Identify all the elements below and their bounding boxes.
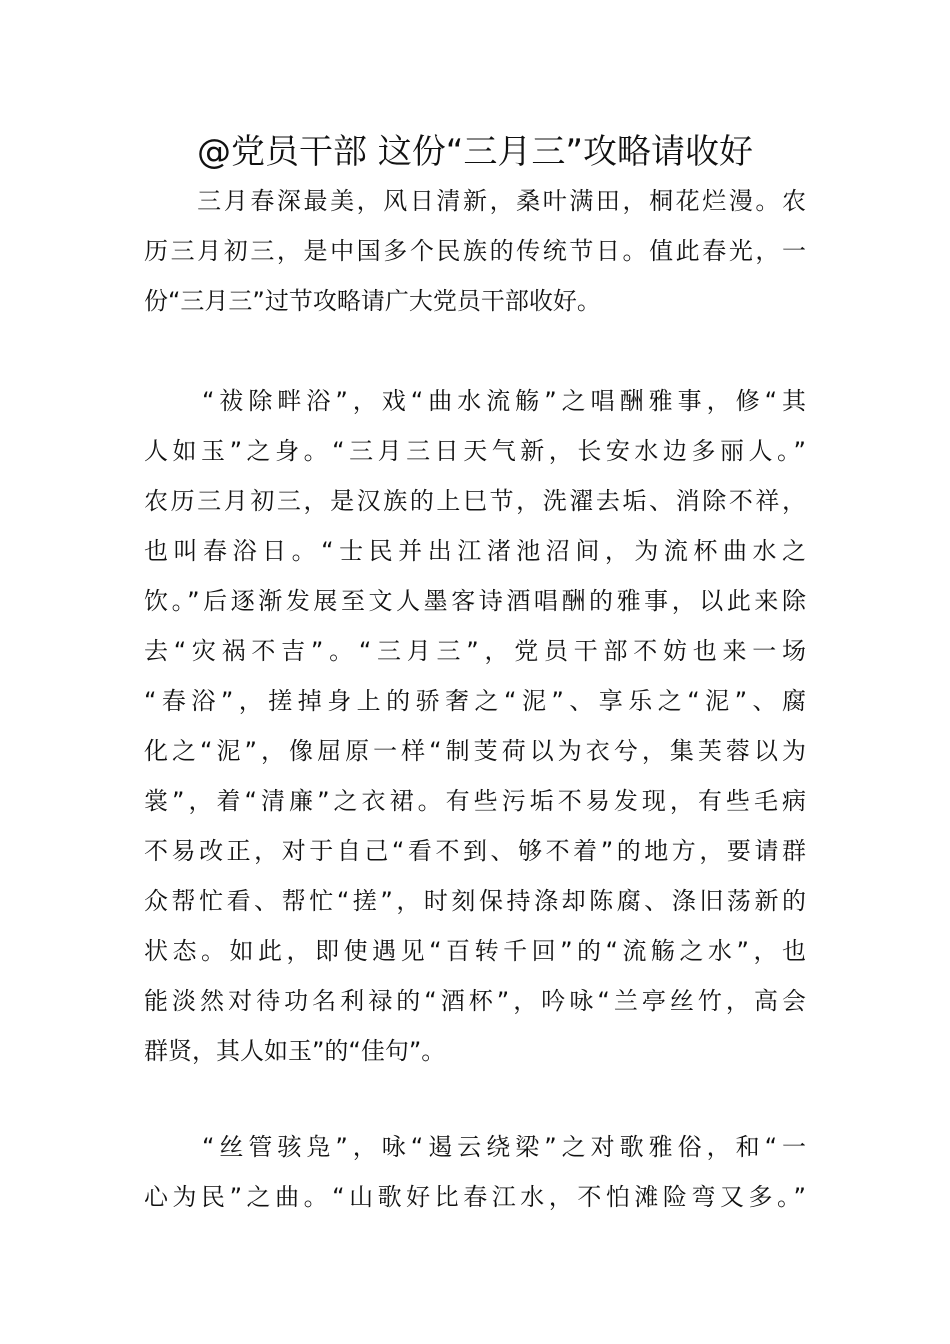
paragraph-2-line-4: 也叫春浴日。“士民并出江渚池沼间，为流杯曲水之 [144,537,806,565]
paragraph-2-line-5: 饮。”后逐渐发展至文人墨客诗酒唱酬的雅事，以此来除 [144,587,806,615]
document-title: @党员干部 这份“三月三”攻略请收好 [196,132,754,172]
paragraph-2-line-7: “春浴”，搓掉身上的骄奢之“泥”、享乐之“泥”、腐 [144,687,806,715]
paragraph-2-line-3: 农历三月初三，是汉族的上巳节，洗濯去垢、消除不祥， [144,487,806,515]
paragraph-2-line-2: 人如玉”之身。“三月三日天气新，长安水边多丽人。” [144,437,806,465]
paragraph-2-line-10: 不易改正，对于自己“看不到、够不着”的地方，要请群 [144,837,806,865]
paragraph-2-line-6: 去“灾祸不吉”。“三月三”，党员干部不妨也来一场 [144,637,806,665]
paragraph-2-line-9: 裳”，着“清廉”之衣裙。有些污垢不易发现，有些毛病 [144,787,806,815]
paragraph-2-line-12: 状态。如此，即使遇见“百转千回”的“流觞之水”，也 [144,937,806,965]
paragraph-1-line-1: 三月春深最美，风日清新，桑叶满田，桐花烂漫。农 [144,187,806,215]
paragraph-2-line-8: 化之“泥”，像屈原一样“制芰荷以为衣兮，集芙蓉以为 [144,737,806,765]
paragraph-2-line-1: “祓除畔浴”，戏“曲水流觞”之唱酬雅事，修“其 [144,387,806,415]
paragraph-3-line-1: “丝管骇凫”，咏“遏云绕梁”之对歌雅俗，和“一 [144,1133,806,1161]
paragraph-2-line-14: 群贤，其人如玉”的“佳句”。 [144,1037,446,1065]
paragraph-1-line-2: 历三月初三，是中国多个民族的传统节日。值此春光，一 [144,237,806,265]
paragraph-1-line-3: 份“三月三”过节攻略请广大党员干部收好。 [144,287,601,315]
paragraph-3-line-2: 心为民”之曲。“山歌好比春江水，不怕滩险弯又多。” [144,1183,806,1211]
paragraph-2-line-11: 众帮忙看、帮忙“搓”，时刻保持涤却陈腐、涤旧荡新的 [144,887,806,915]
paragraph-2-line-13: 能淡然对待功名利禄的“酒杯”，吟咏“兰亭丝竹，高会 [144,987,806,1015]
